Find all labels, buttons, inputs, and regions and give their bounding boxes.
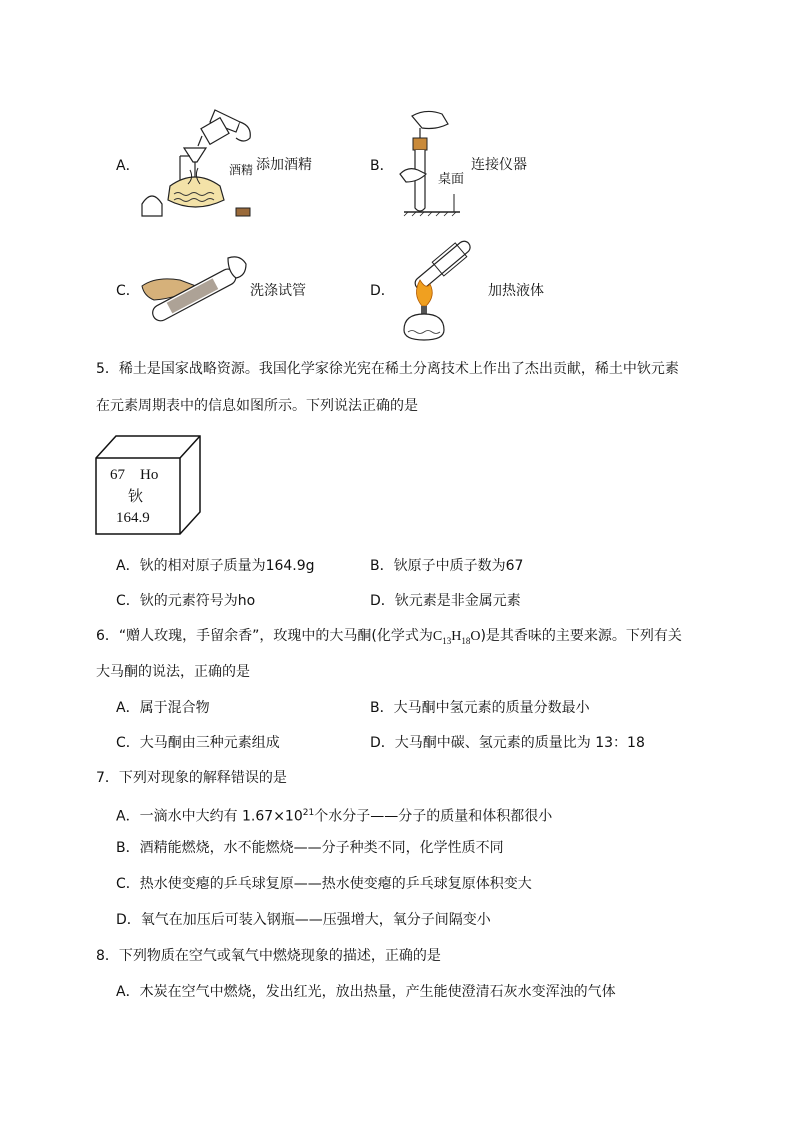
wash-test-tube-illustration [136, 250, 251, 330]
q6-option-d[interactable]: D．大马酮中碳、氢元素的质量比为 13：18 [370, 735, 645, 751]
q6-stem-line2: 大马酮的说法，正确的是 [96, 664, 250, 680]
element-symbol: Ho [140, 467, 159, 483]
element-name: 钬 [128, 487, 144, 505]
q5-option-b[interactable]: B．钬原子中质子数为67 [370, 558, 524, 574]
q5-option-a[interactable]: A．钬的相对原子质量为164.9g [116, 558, 315, 574]
q7-option-a[interactable]: A．一滴水中大约有 $1.67\times 10^{21}$个水分子——分子的质量和体积都很小 [116, 808, 553, 825]
q7-option-d[interactable]: D．氧气在加压后可装入钢瓶——压强增大，氧分子间隔变小 [116, 912, 491, 928]
option-letter: A． [116, 158, 140, 174]
connect-apparatus-illustration [396, 108, 476, 218]
tabletop-tag: 桌面 [438, 172, 465, 187]
q6-stem-part1: 6．“赠人玫瑰，手留余香”，玫瑰中的大马酮(化学式为 [96, 628, 433, 644]
option-letter: D． [370, 283, 395, 299]
option-letter: B． [370, 158, 394, 174]
q6-option-b[interactable]: B．大马酮中氢元素的质量分数最小 [370, 700, 590, 716]
caption-connect-apparatus: 连接仪器 [471, 157, 527, 173]
q5-option-d[interactable]: D．钬元素是非金属元素 [370, 593, 521, 609]
chemical-formula: $C_{13}H_{18}O$ [432, 629, 481, 646]
q6-stem-part2: )是其香味的主要来源。下列有关 [480, 628, 682, 644]
q6-stem-line1 [96, 626, 682, 651]
q7-option-c[interactable]: C．热水使变瘪的乒乓球复原——热水使变瘪的乒乓球复原体积变大 [116, 876, 532, 892]
caption-wash-tube: 洗涤试管 [250, 283, 306, 299]
heat-liquid-illustration [396, 236, 486, 344]
atomic-number: 67 [110, 467, 125, 483]
q5-stem-line1: 5．稀土是国家战略资源。我国化学家徐光宪在稀土分离技术上作出了杰出贡献，稀土中钬元素 [96, 361, 679, 377]
q7-option-b[interactable]: B．酒精能燃烧，水不能燃烧——分子种类不同，化学性质不同 [116, 840, 504, 856]
alcohol-tag: 酒精 [229, 163, 254, 177]
atomic-mass: 164.9 [116, 510, 150, 526]
q5-stem-line2: 在元素周期表中的信息如图所示。下列说法正确的是 [96, 398, 418, 414]
caption-heat-liquid: 加热液体 [488, 283, 544, 299]
q6-option-a[interactable]: A．属于混合物 [116, 700, 210, 716]
q5-option-c[interactable]: C．钬的元素符号为ho [116, 593, 256, 609]
q6-option-c[interactable]: C．大马酮由三种元素组成 [116, 735, 280, 751]
q8-stem: 8．下列物质在空气或氧气中燃烧现象的描述，正确的是 [96, 948, 441, 964]
option-letter: C． [116, 283, 140, 299]
q7-stem: 7．下列对现象的解释错误的是 [96, 770, 287, 786]
caption-add-alcohol: 添加酒精 [256, 157, 312, 173]
element-card [94, 432, 204, 536]
q8-option-a[interactable]: A．木炭在空气中燃烧，发出红光，放出热量，产生能使澄清石灰水变浑浊的气体 [116, 984, 616, 1000]
